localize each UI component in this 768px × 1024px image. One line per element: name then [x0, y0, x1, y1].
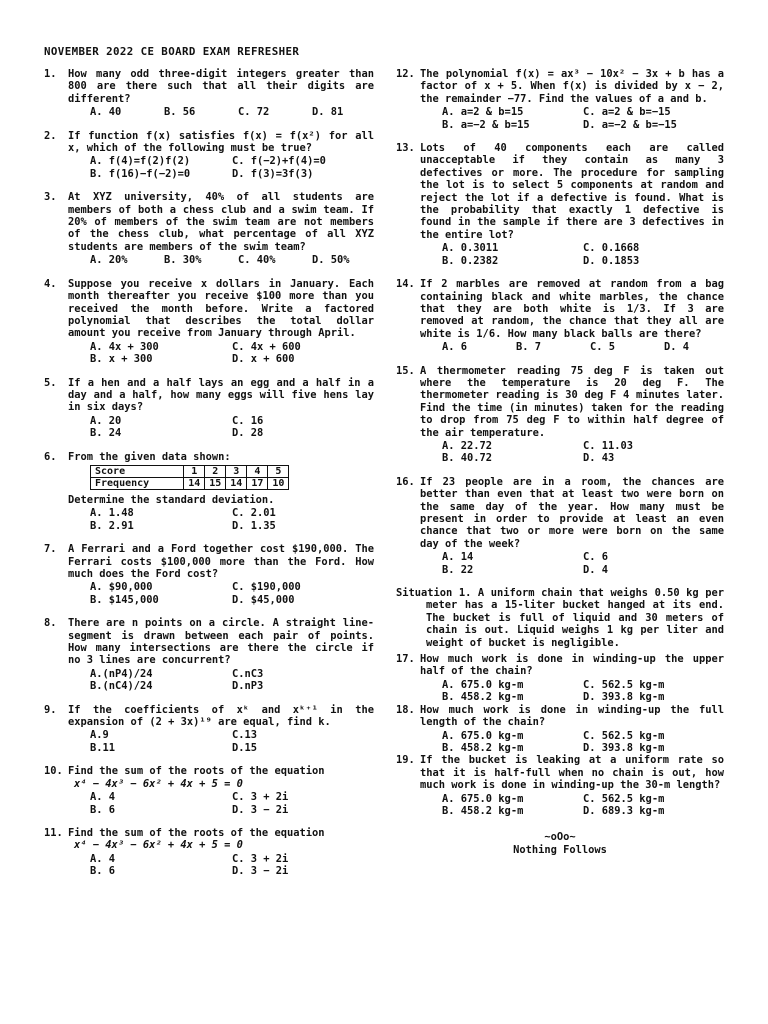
answer-option: A. 20 [90, 414, 122, 427]
answer-options [90, 791, 374, 816]
answer-options [90, 729, 374, 754]
question-line [44, 191, 374, 253]
answer-option: C. 2.01 [232, 507, 276, 520]
answer-options [90, 415, 374, 440]
answer-option: D. x + 600 [232, 353, 295, 366]
answer-options [90, 853, 374, 878]
question-number: 12. [396, 68, 415, 80]
answer-option: A. 40 [90, 106, 122, 119]
answer-option: D. 4 [664, 341, 690, 354]
answer-option: A. 675.0 kg-m [442, 678, 524, 691]
answer-option: A. 20% [90, 254, 128, 267]
answer-option: B. 6 [90, 803, 116, 816]
answer-option: B. 6 [90, 865, 116, 878]
answer-option: A. 1.48 [90, 507, 134, 520]
table-cell: 10 [268, 477, 289, 489]
answer-option: B. 40.72 [442, 452, 493, 465]
situation-text [396, 587, 724, 649]
question-number: 1. [44, 68, 57, 80]
answer-option: A. 4 [90, 852, 116, 865]
question-text: Suppose you receive x dollars in January. Each month thereafter you receive $100 more than you received the month before. Write a factored polynomial that describes the total dollar amount you receive from January through April. [68, 277, 374, 340]
answer-option: C. 6 [583, 551, 609, 564]
answer-options [442, 730, 724, 755]
answer-option: C. 40% [238, 254, 276, 267]
answer-option: B. 56 [164, 106, 196, 119]
question-number: 8. [44, 617, 57, 630]
question-item [44, 543, 374, 606]
question-text: If the coefficients of xᵏ and xᵏ⁺¹ in the expansion of (2 + 3x)¹⁹ are equal, find k. [68, 703, 374, 729]
question-number: 7. [44, 543, 57, 556]
footer-text: Nothing Follows [513, 844, 607, 857]
question-item [396, 754, 724, 817]
answer-options [442, 440, 724, 465]
answer-option: B. $145,000 [90, 593, 159, 606]
answer-options [90, 155, 374, 180]
situation-label: Situation 1. [396, 587, 478, 600]
question-text: Find the sum of the roots of the equation [68, 826, 325, 839]
answer-option: D. 393.8 kg-m [583, 741, 665, 754]
answer-option: C. 562.5 kg-m [583, 729, 665, 742]
question-item [44, 765, 374, 816]
answer-option: B. 24 [90, 427, 122, 440]
question-item [44, 68, 374, 119]
question-text: If function f(x) satisfies f(x) = f(x²) for all x, which of the following must be true? [68, 129, 374, 155]
answer-option: C. 4x + 600 [232, 340, 301, 353]
answer-option: C. 562.5 kg-m [583, 678, 665, 691]
question-number: 19. [396, 754, 415, 767]
answer-option: C. 5 [590, 341, 616, 354]
question-text: How many odd three-digit integers greater than 800 are there such that all their digits are different? [68, 68, 374, 105]
situation-block [396, 587, 724, 649]
question-line [396, 754, 724, 791]
question-number: 18. [396, 703, 415, 716]
question-text: At XYZ university, 40% of all students are members of both a chess club and a swim team. If 20% of members of the swim team are not members of the chess club, what percentage of all XYZ students are members of the swim team? [68, 191, 374, 253]
question-line [44, 451, 374, 463]
answer-options [442, 242, 724, 267]
table-cell: 1 [184, 465, 205, 477]
question-item [396, 142, 724, 267]
answer-option: C.13 [232, 729, 258, 742]
question-number: 16. [396, 475, 415, 488]
right-column [396, 68, 724, 857]
question-item [396, 365, 724, 465]
answer-option: B.11 [90, 741, 116, 754]
question-item [396, 704, 724, 755]
question-line [396, 142, 724, 241]
question-item [44, 451, 374, 533]
answer-option: D. 3 − 2i [232, 865, 289, 878]
answer-option: C. 562.5 kg-m [583, 792, 665, 805]
answer-option: A.9 [90, 729, 109, 742]
question-item [396, 653, 724, 704]
answer-option: A. 0.3011 [442, 242, 499, 255]
question-text: A Ferrari and a Ford together cost $190,000. The Ferrari costs $100,000 more than the Ford. How much does the Ford cost? [68, 543, 374, 580]
answer-option: D.nP3 [232, 680, 264, 693]
answer-options [442, 793, 724, 818]
situation-description: A uniform chain that weighs 0.50 kg per meter has a 15-liter bucket hanged at its end. The bucket is full of liquid and 30 meters of chain is out. Liquid weighs 1 kg per liter and weight of bucket is negligible. [426, 587, 724, 649]
question-number: 5. [44, 376, 57, 389]
answer-option: B. 30% [164, 254, 202, 267]
question-item [44, 278, 374, 366]
answer-option: D. 0.1853 [583, 254, 640, 267]
table-cell: 14 [184, 477, 205, 489]
question-text: Lots of 40 components each are called unacceptable if they contain as many 3 defectives or more. The procedure for sampling the lot is to select 5 components at random and reject the lot if a defective is found. What is the probability that exactly 1 defective is found in the sample if there are 3 defectives in the entire lot? [420, 142, 724, 241]
question-line [396, 278, 724, 340]
answer-option: D. 393.8 kg-m [583, 691, 665, 704]
footer-ornament: ~oOo~ [544, 831, 576, 844]
left-column [44, 68, 374, 889]
table-cell: 3 [226, 465, 247, 477]
answer-option: B. x + 300 [90, 353, 153, 366]
answer-option: A.(nP4)/24 [90, 667, 153, 680]
table-header-cell: Frequency [91, 477, 184, 489]
answer-option: D. a=−2 & b=−15 [583, 118, 677, 131]
answer-options [90, 581, 374, 606]
table-cell: 4 [247, 465, 268, 477]
answer-option: A. 6 [442, 341, 468, 354]
answer-option: B. 458.2 kg-m [442, 691, 524, 704]
answer-options [90, 668, 374, 693]
answer-option: D. 3 − 2i [232, 803, 289, 816]
question-line [396, 68, 724, 105]
table-cell: 15 [205, 477, 226, 489]
page-title: NOVEMBER 2022 CE BOARD EXAM REFRESHER [44, 45, 300, 58]
question-line [44, 377, 374, 414]
answer-option: A. a=2 & b=15 [442, 106, 524, 119]
footer [396, 831, 724, 857]
question-item [44, 191, 374, 266]
question-text: If the bucket is leaking at a uniform rate so that it is half-full when no chain is out, how much work is done in winding-up the 30-m length? [420, 754, 724, 792]
answer-option: A. 4x + 300 [90, 340, 159, 353]
table-cell: 5 [268, 465, 289, 477]
question-line [44, 704, 374, 729]
answer-option: C. 0.1668 [583, 242, 640, 255]
question-line [396, 653, 724, 678]
question-line [44, 278, 374, 340]
question-item [396, 476, 724, 576]
answer-options [90, 106, 374, 118]
question-text: From the given data shown: [68, 450, 231, 463]
question-text: There are n points on a circle. A straight line-segment is drawn between each pair of points. How many intersections are there the circle if no 3 lines are concurrent? [68, 617, 374, 667]
table-row [91, 477, 289, 489]
question-number: 3. [44, 191, 57, 204]
question-line [44, 765, 374, 777]
table-header-cell: Score [91, 465, 184, 477]
question-text: How much work is done in winding-up the upper half of the chain? [420, 653, 724, 678]
answer-option: C. 3 + 2i [232, 852, 289, 865]
answer-option: A. f(4)=f(2)f(2) [90, 155, 191, 168]
question-item [44, 377, 374, 440]
answer-option: C.nC3 [232, 667, 264, 680]
answer-option: C. 16 [232, 414, 264, 427]
answer-option: A. 14 [442, 551, 474, 564]
question-number: 4. [44, 277, 57, 290]
answer-option: A. 4 [90, 791, 116, 804]
answer-option: B. f(16)−f(−2)=0 [90, 167, 191, 180]
answer-option: C. 11.03 [583, 439, 634, 452]
answer-option: D. 28 [232, 427, 264, 440]
answer-options [90, 507, 374, 532]
question-line [44, 617, 374, 667]
answer-option: D. 43 [583, 452, 615, 465]
question-item [44, 130, 374, 181]
question-line [44, 68, 374, 105]
equation: x⁴ − 4x³ − 6x² + 4x + 5 = 0 [74, 839, 243, 852]
answer-option: D. 4 [583, 563, 609, 576]
question-text: If 2 marbles are removed at random from a bag containing black and white marbles, the chance that they are both white is 1/3. If 3 are removed at random, the chance that they all are white is 1/6. How many black balls are there? [420, 278, 724, 340]
question-item [396, 278, 724, 353]
answer-option: B. 2.91 [90, 519, 134, 532]
answer-option: C. $190,000 [232, 581, 301, 594]
answer-option: A. $90,000 [90, 581, 153, 594]
answer-option: D. f(3)=3f(3) [232, 167, 314, 180]
question-line [44, 543, 374, 580]
answer-option: D. 689.3 kg-m [583, 804, 665, 817]
question-text: If a hen and a half lays an egg and a half in a day and a half, how many eggs will five hens lay in six days? [68, 376, 374, 414]
table-cell: 17 [247, 477, 268, 489]
question-number: 13. [396, 142, 415, 155]
table-cell: 14 [226, 477, 247, 489]
answer-option: C. 72 [238, 106, 270, 119]
question-item [44, 827, 374, 878]
answer-option: D.15 [232, 741, 258, 754]
answer-option: B. a=−2 & b=15 [442, 118, 530, 131]
question-number: 6. [44, 450, 57, 463]
answer-option: C. 3 + 2i [232, 791, 289, 804]
question-line [396, 704, 724, 729]
table-row [91, 465, 289, 477]
answer-options [90, 341, 374, 366]
table-cell: 2 [205, 465, 226, 477]
answer-option: B. 458.2 kg-m [442, 741, 524, 754]
answer-option: B. 7 [516, 341, 542, 354]
question-line [44, 130, 374, 155]
question-text: If 23 people are in a room, the chances are better than even that at least two were born on the same day of the year. How many must be present in order to provide at least an even chance that two or more were born on the same day of the week? [420, 475, 724, 550]
question-text: A thermometer reading 75 deg F is taken out where the temperature is 20 deg F. The thermometer reading is 30 deg F 4 minutes later. Find the time (in minutes) taken for the reading to drop from 75 deg F to within half degree of the air temperature. [420, 364, 724, 439]
question-text: Find the sum of the roots of the equation [68, 765, 325, 778]
question-number: 11. [44, 826, 63, 839]
answer-options [442, 551, 724, 576]
answer-option: B. 458.2 kg-m [442, 804, 524, 817]
answer-option: D. 1.35 [232, 519, 276, 532]
equation: x⁴ − 4x³ − 6x² + 4x + 5 = 0 [74, 777, 243, 790]
question-number: 14. [396, 278, 415, 291]
answer-options [442, 679, 724, 704]
question-text: How much work is done in winding-up the full length of the chain? [420, 703, 724, 729]
answer-option: B. 22 [442, 563, 474, 576]
answer-option: A. 675.0 kg-m [442, 792, 524, 805]
question-number: 17. [396, 653, 415, 666]
answer-options [90, 254, 374, 266]
question-item [396, 68, 724, 131]
question-line [396, 365, 724, 439]
question-text: The polynomial f(x) = ax³ − 10x² − 3x + b has a factor of x + 5. When f(x) is divided by x − 2, the remainder −77. Find the values of a and b. [420, 68, 724, 105]
answer-option: D. 81 [312, 106, 344, 119]
question-item [44, 704, 374, 755]
answer-option: A. 675.0 kg-m [442, 729, 524, 742]
answer-option: B.(nC4)/24 [90, 680, 153, 693]
answer-options [442, 341, 724, 353]
question-number: 10. [44, 765, 63, 778]
question-line [396, 476, 724, 550]
question-number: 9. [44, 703, 57, 716]
data-table [90, 465, 289, 490]
question-line [44, 827, 374, 839]
question-number: 15. [396, 364, 415, 377]
answer-option: A. 22.72 [442, 439, 493, 452]
answer-option: C. a=2 & b=−15 [583, 106, 671, 119]
answer-option: D. $45,000 [232, 593, 295, 606]
question-number: 2. [44, 129, 57, 142]
answer-options [442, 106, 724, 131]
answer-option: B. 0.2382 [442, 254, 499, 267]
question-instruction: Determine the standard deviation. [68, 493, 275, 506]
answer-option: D. 50% [312, 254, 350, 267]
answer-option: C. f(−2)+f(4)=0 [232, 155, 326, 168]
question-item [44, 617, 374, 692]
